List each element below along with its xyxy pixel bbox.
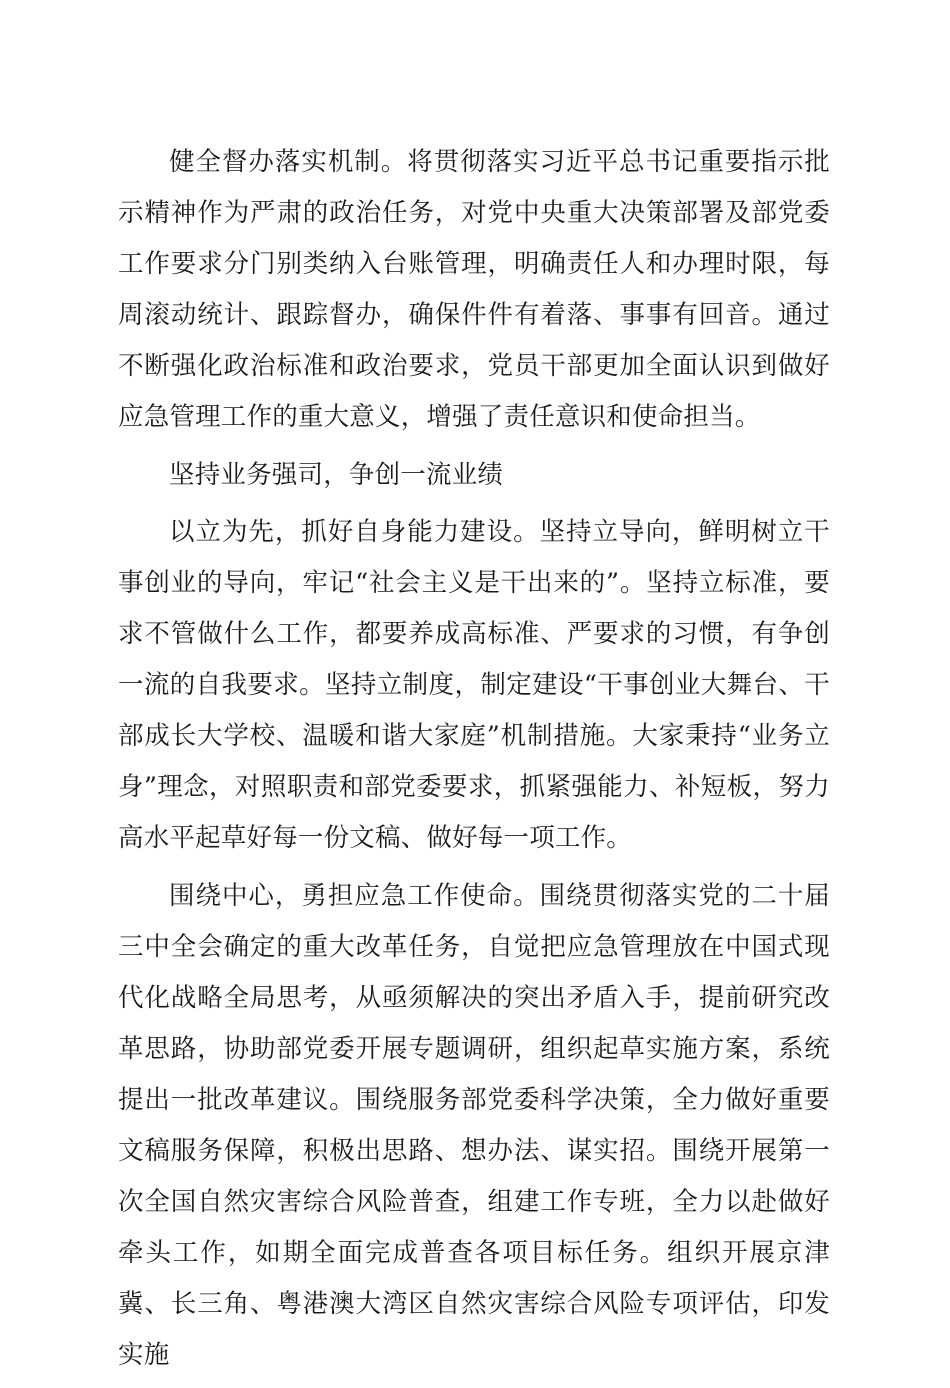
paragraph-supervision-mechanism: 健全督办落实机制。将贯彻落实习近平总书记重要指示批示精神作为严肃的政治任务，对党中央重大决策部署及部党委工作要求分门别类纳入台账管理，明确责任人和办理时限，每周滚动统计、跟踪督办，确保件件有着落、事事有回音。通过不断强化政治标准和政治要求，党员干部更加全面认识到做好应急管理工作的重大意义，增强了责任意识和使命担当。 <box>118 147 830 432</box>
paragraph-emergency-mission: 围绕中心，勇担应急工作使命。围绕贯彻落实党的二十届三中全会确定的重大改革任务，自觉把应急管理放在中国式现代化战略全局思考，从亟须解决的突出矛盾入手，提前研究改革思路，协助部党委开展专题调研，组织起草实施方案，系统提出一批改革建议。围绕服务部党委科学决策，全力做好重要文稿服务保障，积极出思路、想办法、谋实招。围绕开展第一次全国自然灾害综合风险普查，组建工作专班，全力以赴做好牵头工作，如期全面完成普查各项目标任务。组织开展京津冀、长三角、粤港澳大湾区自然灾害综合风险专项评估，印发实施 <box>118 881 830 1370</box>
section-heading: 坚持业务强司，争创一流业绩 <box>169 460 504 490</box>
paragraph-capacity-building: 以立为先，抓好自身能力建设。坚持立导向，鲜明树立干事创业的导向，牢记“社会主义是干出来的”。坚持立标准，要求不管做什么工作，都要养成高标准、严要求的习惯，有争创一流的自我要求。坚持立制度，制定建设“干事创业大舞台、干部成长大学校、温暖和谐大家庭”机制措施。大家秉持“业务立身”理念，对照职责和部党委要求，抓紧强能力、补短板，努力高水平起草好每一份文稿、做好每一项工作。 <box>118 517 830 853</box>
document-body <box>118 137 830 1388</box>
